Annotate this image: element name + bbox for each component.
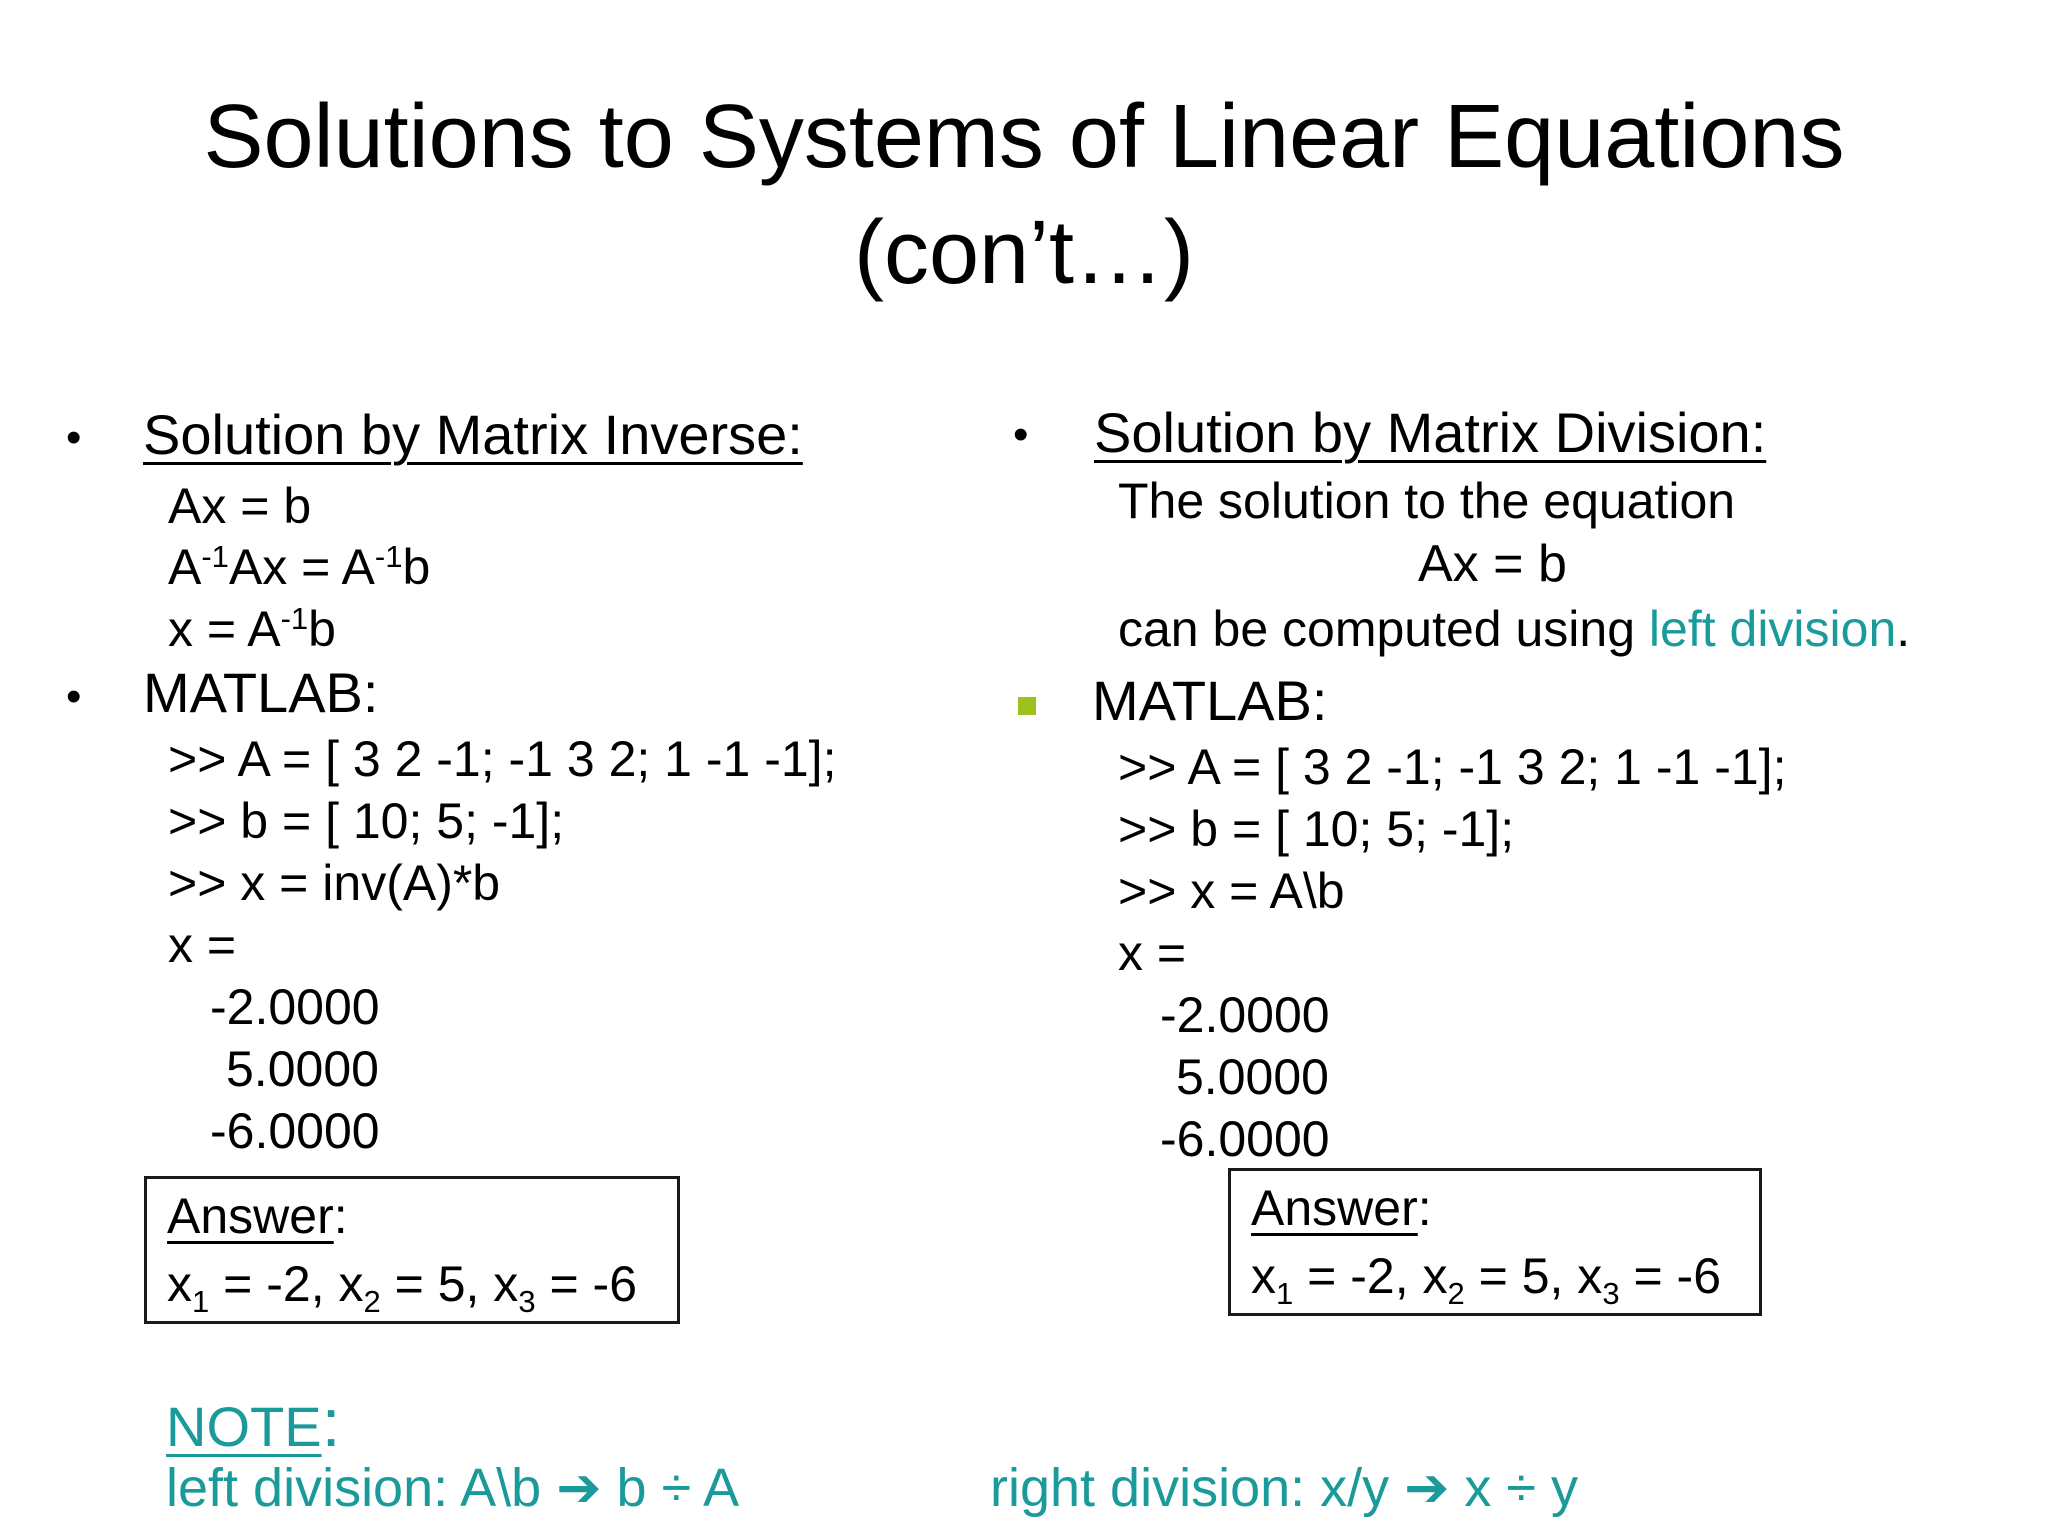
- result-value: -6.0000: [210, 1103, 380, 1159]
- answer-values: $x_1 = -2$, $x_2 = 5$, $x_3 = -6$: [1251, 1248, 1722, 1311]
- left-division-note: left division: A\b ➔ b ÷ A: [166, 1456, 740, 1519]
- result-value: -2.0000: [1160, 987, 1330, 1043]
- solution-text: can be computed using left division.: [1118, 601, 1911, 657]
- code-line: >> x = inv(A)*b: [168, 855, 501, 911]
- answer-label: Answer:: [167, 1188, 348, 1244]
- result-value: 5.0000: [1176, 1049, 1329, 1105]
- result-value: 5.0000: [226, 1041, 379, 1097]
- equation-center: Ax = b: [1418, 535, 1567, 593]
- matlab-heading: MATLAB:: [1092, 669, 1328, 732]
- note-label: NOTE:: [166, 1385, 341, 1461]
- slide-title-line1: Solutions to Systems of Linear Equations: [203, 87, 1845, 187]
- equation-line-3: $x = A^{-1}b$: [168, 600, 336, 657]
- left-division-term: left division: [1648, 601, 1897, 657]
- bullet-dot: •: [66, 413, 82, 462]
- division-heading: Solution by Matrix Division:: [1094, 401, 1767, 464]
- answer-label: Answer:: [1251, 1180, 1432, 1236]
- code-line: x =: [168, 917, 237, 973]
- bullet-dot: •: [66, 672, 82, 721]
- code-line: >> A = [ 3 2 -1; -1 3 2; 1 -1 -1];: [1118, 739, 1787, 795]
- answer-box: [144, 1176, 680, 1324]
- code-line: >> b = [ 10; 5; -1];: [1118, 801, 1515, 857]
- slide-title-line2: (con’t…): [853, 203, 1195, 303]
- solution-text: The solution to the equation: [1118, 473, 1736, 529]
- equation-line-2: $A^{-1}Ax = A^{-1}b$: [168, 538, 431, 595]
- code-line: >> A = [ 3 2 -1; -1 3 2; 1 -1 -1];: [168, 731, 837, 787]
- result-value: -6.0000: [1160, 1111, 1330, 1167]
- code-line: >> x = A\b: [1118, 863, 1345, 919]
- right-division-note: right division: x/y ➔ x ÷ y: [990, 1456, 1579, 1519]
- code-line: >> b = [ 10; 5; -1];: [168, 793, 565, 849]
- answer-values: $x_1 = -2$, $x_2 = 5$, $x_3 = -6$: [167, 1256, 638, 1319]
- square-bullet-icon: [1018, 697, 1036, 715]
- bullet-dot: •: [1013, 410, 1029, 459]
- right-arrow-icon: ➔: [556, 1456, 602, 1519]
- code-line: x =: [1118, 925, 1187, 981]
- right-arrow-icon: ➔: [1404, 1456, 1450, 1519]
- matlab-heading: MATLAB:: [143, 661, 379, 724]
- equation-line-1: Ax = b: [168, 478, 312, 534]
- answer-box: [1228, 1168, 1762, 1316]
- inverse-heading: Solution by Matrix Inverse:: [143, 403, 803, 466]
- result-value: -2.0000: [210, 979, 380, 1035]
